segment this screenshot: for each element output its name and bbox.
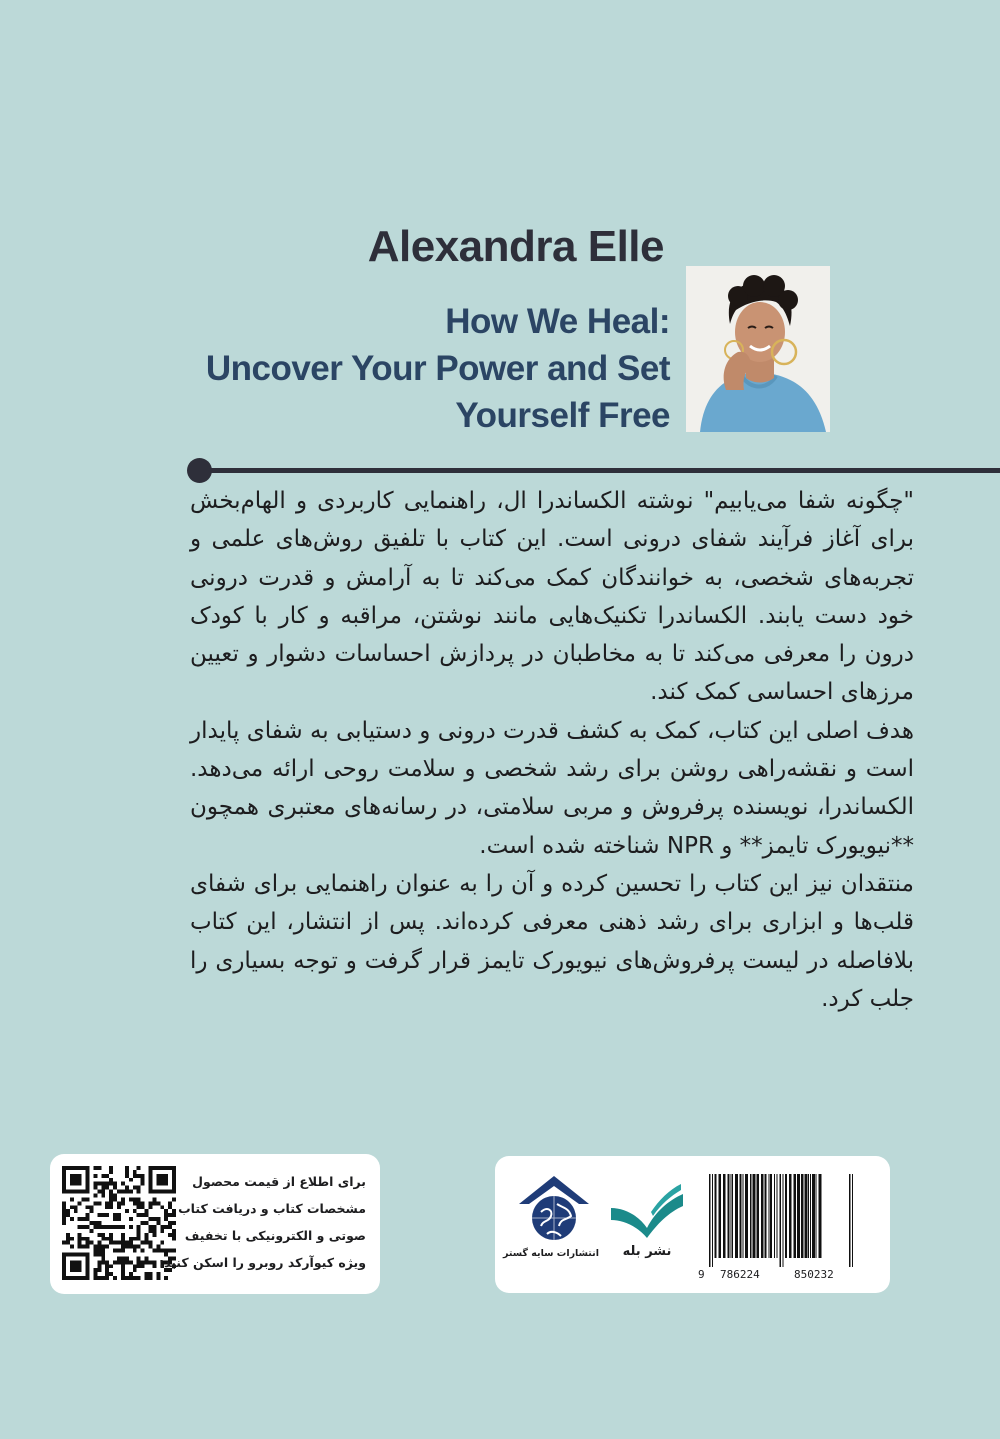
- isbn-prefix-digit: 9: [698, 1268, 705, 1281]
- author-name: Alexandra Elle: [367, 222, 664, 271]
- publisher-card: [495, 1156, 890, 1293]
- subtitle-line: Yourself Free: [455, 396, 670, 435]
- qr-instruction-line: صوتی و الکترونیکی با تخفیف: [184, 1228, 366, 1243]
- sayegostar-globe-logo-icon: [517, 1174, 591, 1244]
- book-title: [206, 298, 670, 439]
- author-photo: [686, 266, 830, 432]
- qr-instruction-line: برای اطلاع از قیمت محصول: [192, 1174, 366, 1189]
- book-description: [190, 482, 914, 1018]
- qr-card: [50, 1154, 380, 1294]
- isbn-barcode: [707, 1174, 857, 1267]
- sayegostar-logo-name: انتشارات سایه گستر: [502, 1248, 599, 1259]
- subtitle-line: Uncover Your Power and Set: [205, 349, 670, 388]
- description-paragraph: "چگونه شفا می‌یابیم" نوشته الکساندرا ال، راهنمایی کاربردی و الهام‌بخش برای آغاز فرآیند شفای درونی است. این کتاب با تلفیق روش‌های علمی و تجربه‌های شخصی، به خوانندگان کمک می‌کند تا به آرامش و قدرت درونی خود دست یابند. الکساندرا تکنیک‌هایی مانند نوشتن، مراقبه و کار با کودک درون را معرفی می‌کند تا به مخاطبان در پردازش احساسات دشوار و تعیین مرزهای احساسی کمک کند.: [190, 488, 914, 706]
- isbn-left-group: 786224: [720, 1268, 760, 1281]
- isbn-right-group: 850232: [794, 1268, 834, 1281]
- description-paragraph: هدف اصلی این کتاب، کمک به کشف قدرت درونی و دستیابی به شفای پایدار است و نقشه‌راهی روشن برای رشد شخصی و سلامت روحی ارائه می‌دهد. الکساندرا، نویسنده پرفروش و مربی سلامتی، در رسانه‌های معتبری همچون **نیویورک تایمز** و NPR شناخته شده است.: [190, 717, 914, 859]
- section-divider: [200, 468, 1000, 473]
- description-paragraph: منتقدان نیز این کتاب را تحسین کرده و آن را به عنوان راهنمایی برای شفای قلب‌ها و ابزاری برای رشد ذهنی معرفی کرده‌اند. پس از انتشار، این کتاب بلافاصله در لیست پرفروش‌های نیویورک تایمز قرار گرفت و توجه بسیاری را جلب کرد.: [190, 870, 914, 1012]
- qr-instruction-line: ویژه کیوآرکد روبرو را اسکن کنید:: [158, 1255, 366, 1270]
- bolheh-open-book-logo-icon: [607, 1182, 687, 1242]
- qr-instructions: [158, 1168, 366, 1276]
- author-portrait-icon: [686, 266, 830, 432]
- qr-instruction-line: مشخصات کتاب و دریافت کتاب: [178, 1201, 366, 1216]
- bolheh-logo-name: نشر بله: [622, 1244, 672, 1259]
- title-line: How We Heal:: [445, 302, 670, 341]
- divider-dot: [187, 458, 212, 483]
